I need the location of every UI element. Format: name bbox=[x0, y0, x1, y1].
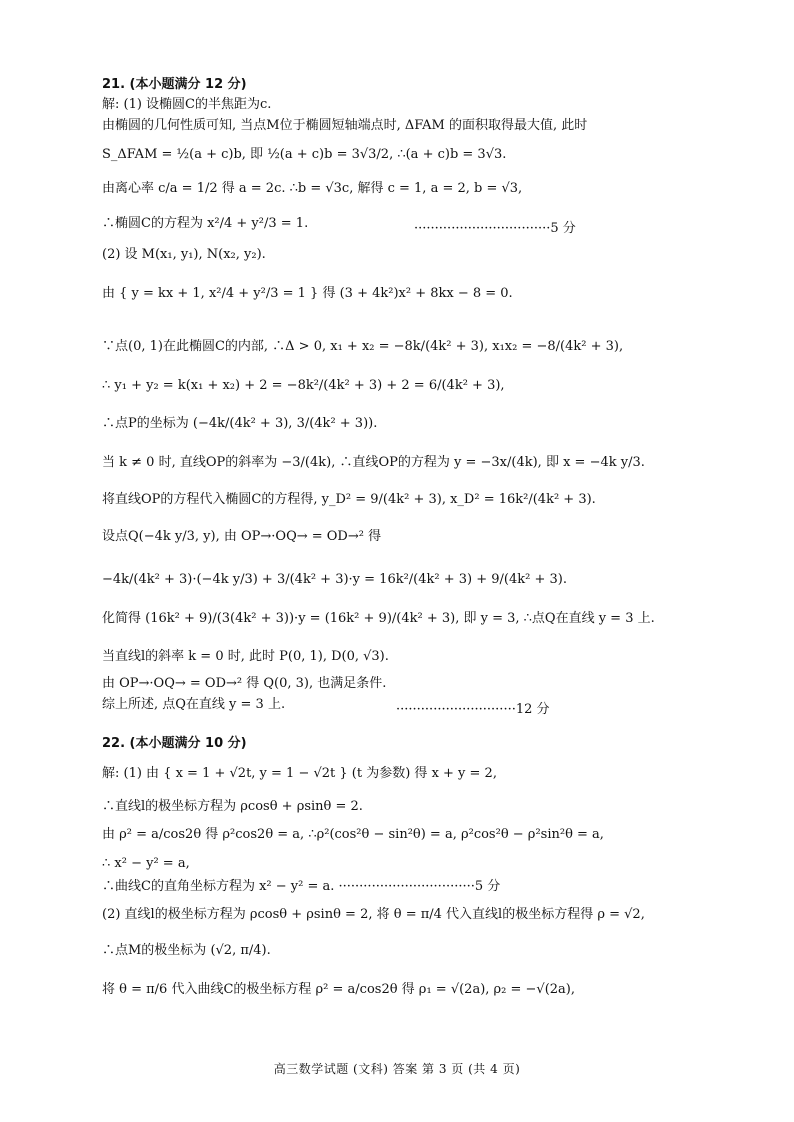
q21-line: ∴点P的坐标为 (−4k/(4k² + 3), 3/(4k² + 3)). bbox=[102, 416, 378, 431]
q21-line: 当 k ≠ 0 时, 直线OP的斜率为 −3/(4k), ∴直线OP的方程为 y = −3x/(4k), 即 x = −4k y/3. bbox=[102, 455, 645, 470]
q21-line: 解: (1) 设椭圆C的半焦距为c. bbox=[102, 97, 272, 112]
q22-line: 由 ρ² = a/cos2θ 得 ρ²cos2θ = a, ∴ρ²(cos²θ − sin²θ) = a, ρ²cos²θ − ρ²sin²θ = a, bbox=[102, 827, 604, 842]
q21-line: 化简得 (16k² + 9)/(3(4k² + 3))·y = (16k² + 9)/(4k² + 3), 即 y = 3, ∴点Q在直线 y = 3 上. bbox=[102, 611, 655, 626]
q21-line: 由 OP→·OQ→ = OD→² 得 Q(0, 3), 也满足条件. bbox=[102, 676, 387, 691]
page-footer: 高三数学试题 (文科) 答案 第 3 页 (共 4 页) bbox=[273, 1062, 521, 1076]
q21-line: 综上所述, 点Q在直线 y = 3 上. bbox=[102, 697, 286, 712]
q21-line: ∵点(0, 1)在此椭圆C的内部, ∴Δ > 0, x₁ + x₂ = −8k/(4k² + 3), x₁x₂ = −8/(4k² + 3), bbox=[102, 339, 624, 354]
q21-line: (2) 设 M(x₁, y₁), N(x₂, y₂). bbox=[102, 247, 266, 262]
q21-line: 由椭圆的几何性质可知, 当点M位于椭圆短轴端点时, ΔFAM 的面积取得最大值, 此时 bbox=[102, 118, 588, 133]
q22-line: ∴ x² − y² = a, bbox=[102, 856, 190, 871]
q22-line: (2) 直线l的极坐标方程为 ρcosθ + ρsinθ = 2, 将 θ = π/4 代入直线l的极坐标方程得 ρ = √2, bbox=[102, 907, 645, 922]
q21-line: S_ΔFAM = ½(a + c)b, 即 ½(a + c)b = 3√3/2, ∴(a + c)b = 3√3. bbox=[102, 147, 507, 162]
q22-line: ∴点M的极坐标为 (√2, π/4). bbox=[102, 943, 271, 958]
q21-line: ∴椭圆C的方程为 x²/4 + y²/3 = 1. bbox=[102, 216, 309, 231]
q21-line: −4k/(4k² + 3)·(−4k y/3) + 3/(4k² + 3)·y = 16k²/(4k² + 3) + 9/(4k² + 3). bbox=[102, 572, 567, 587]
q21-line: 由离心率 c/a = 1/2 得 a = 2c. ∴b = √3c, 解得 c = 1, a = 2, b = √3, bbox=[102, 181, 523, 196]
q22-line: 解: (1) 由 { x = 1 + √2t, y = 1 − √2t } (t 为参数) 得 x + y = 2, bbox=[102, 766, 497, 781]
q21-line: 当直线l的斜率 k = 0 时, 此时 P(0, 1), D(0, √3). bbox=[102, 649, 389, 664]
q22-line: 将 θ = π/6 代入曲线C的极坐标方程 ρ² = a/cos2θ 得 ρ₁ = √(2a), ρ₂ = −√(2a), bbox=[102, 982, 576, 997]
q21-heading: 21. (本小题满分 12 分) bbox=[102, 77, 247, 92]
q22-heading: 22. (本小题满分 10 分) bbox=[102, 736, 247, 751]
q21-line: ∴ y₁ + y₂ = k(x₁ + x₂) + 2 = −8k²/(4k² + 3) + 2 = 6/(4k² + 3), bbox=[102, 378, 505, 393]
q21-line: 将直线OP的方程代入椭圆C的方程得, y_D² = 9/(4k² + 3), x_D² = 16k²/(4k² + 3). bbox=[102, 492, 596, 507]
score-marker: ·····························12 分 bbox=[396, 702, 550, 717]
q22-line: ∴曲线C的直角坐标方程为 x² − y² = a. ·································5 分 bbox=[102, 879, 501, 894]
q21-line: 由 { y = kx + 1, x²/4 + y²/3 = 1 } 得 (3 + 4k²)x² + 8kx − 8 = 0. bbox=[102, 286, 513, 301]
score-marker: ·································5 分 bbox=[414, 221, 576, 236]
q22-line: ∴直线l的极坐标方程为 ρcosθ + ρsinθ = 2. bbox=[102, 799, 363, 814]
q21-line: 设点Q(−4k y/3, y), 由 OP→·OQ→ = OD→² 得 bbox=[102, 529, 382, 544]
